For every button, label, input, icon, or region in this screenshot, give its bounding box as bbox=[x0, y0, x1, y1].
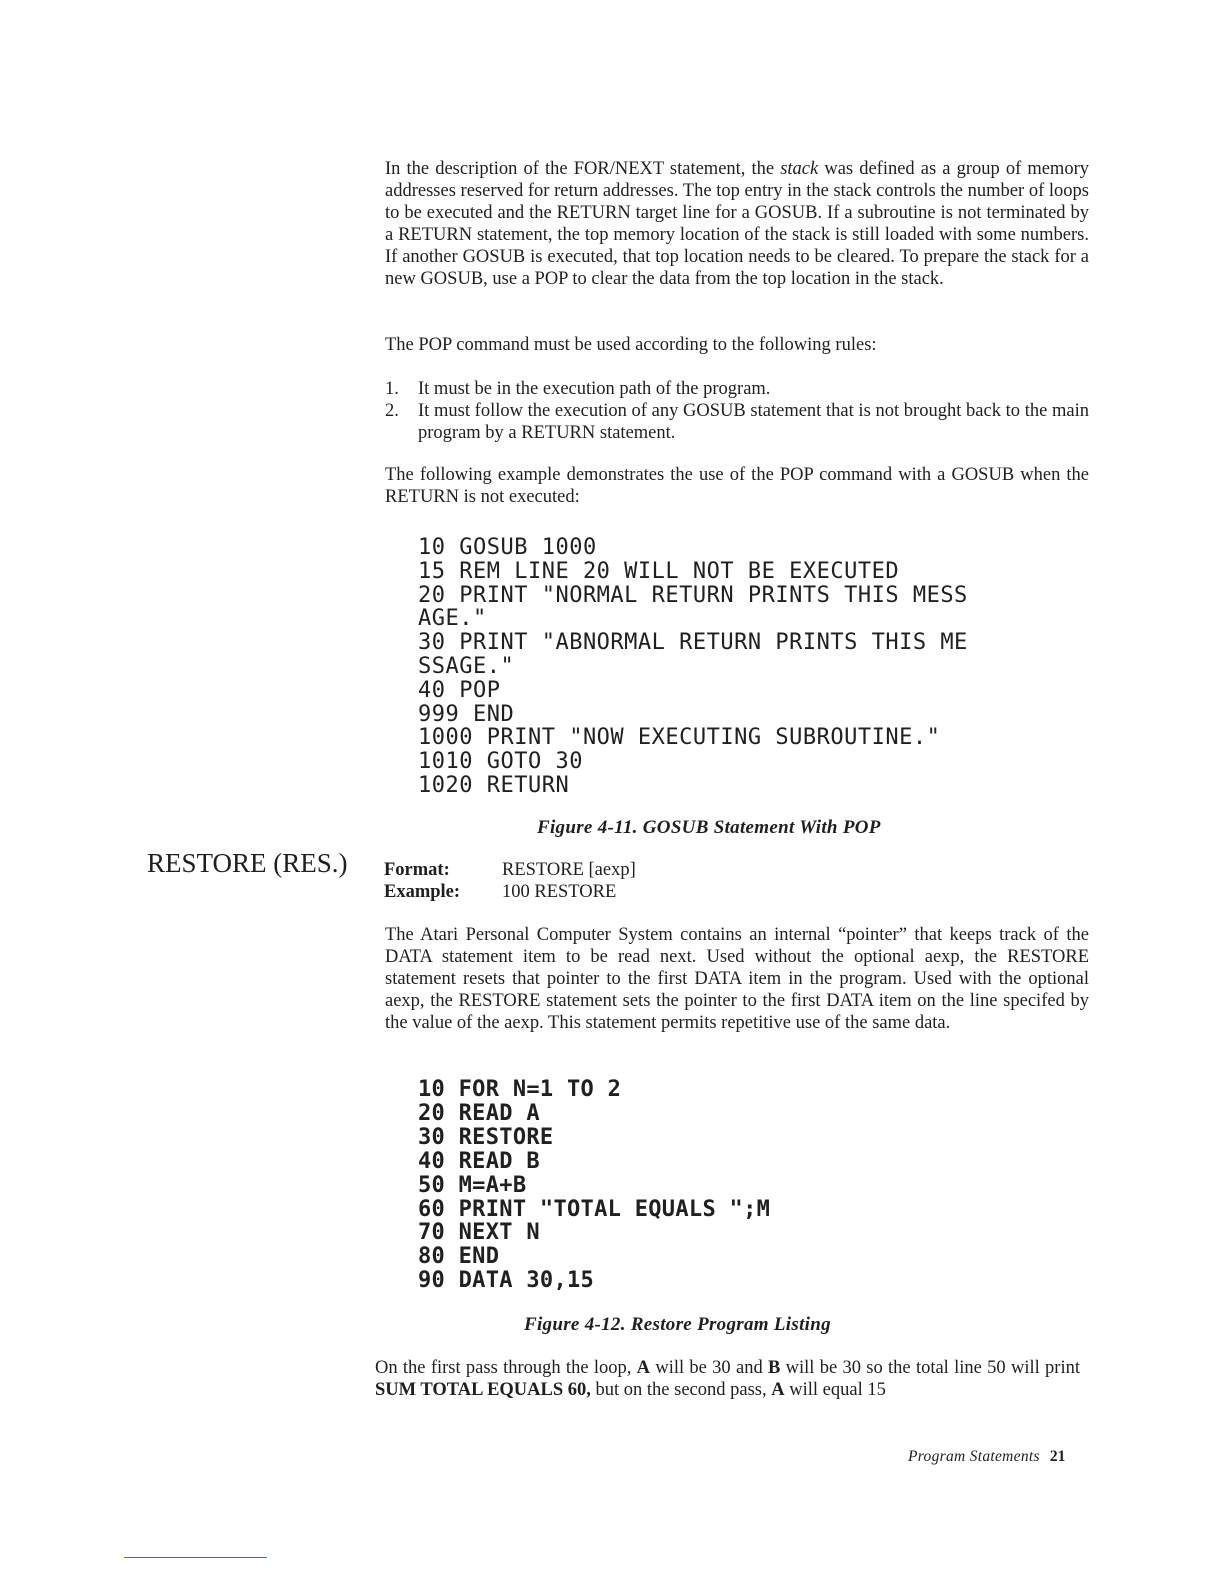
page-footer bbox=[908, 1447, 1065, 1467]
figure-caption-4-12: Figure 4-12. Restore Program Listing bbox=[524, 1314, 831, 1335]
footer-title: Program Statements bbox=[908, 1448, 1040, 1465]
bold-term: SUM TOTAL EQUALS 60, bbox=[375, 1380, 591, 1400]
list-item bbox=[385, 378, 1089, 400]
format-value: RESTORE [aexp] bbox=[502, 860, 636, 880]
bold-term: B bbox=[768, 1358, 781, 1378]
restore-explanation bbox=[375, 1357, 1080, 1401]
pop-paragraph-stack bbox=[385, 158, 1089, 290]
list-text: It must follow the execution of any GOSUB statement that is not brought back to the main program by a RETURN statement. bbox=[418, 401, 1089, 443]
list-number: 2. bbox=[385, 401, 399, 421]
restore-description: The Atari Personal Computer System contains an internal “pointer” that keeps track of the DATA statement item to be read next. Used without the optional aexp, the RESTORE statement resets that pointer to the first DATA item in the program. Used with the optional aexp, the RESTORE statement sets the pointer to the first DATA item on the line specifed by the value of the aexp. This statement permits repetitive use of the same data. bbox=[385, 925, 1089, 1033]
restore-code-listing: 10 FOR N=1 TO 2 20 READ A 30 RESTORE 40 READ B 50 M=A+B 60 PRINT "TOTAL EQUALS ";M 70 NEXT N 80 END 90 DATA 30,15 bbox=[418, 1077, 771, 1294]
gosub-pop-code-listing: 10 GOSUB 1000 15 REM LINE 20 WILL NOT BE EXECUTED 20 PRINT "NORMAL RETURN PRINTS THIS MESS AGE." 30 PRINT "ABNORMAL RETURN PRINTS THIS ME SSAGE." 40 POP 999 END 1000 PRINT "NOW EXECUTING SUBROUTINE." 1010 GOTO 30 1020 RETURN bbox=[418, 535, 968, 798]
page-number: 21 bbox=[1049, 1448, 1066, 1465]
list-item bbox=[385, 400, 1089, 444]
example-label: Example: bbox=[384, 882, 461, 902]
pop-rules-list bbox=[385, 378, 1089, 444]
pop-rules-intro: The POP command must be used according to the following rules: bbox=[385, 335, 877, 355]
format-label: Format: bbox=[384, 860, 450, 880]
para-text: will equal 15 bbox=[784, 1380, 886, 1400]
para-text: was defined as a group of memory addresses reserved for return addresses. The top entry in the stack controls the number of loops to be executed and the RETURN target line for a GOSUB. If a subroutine is not terminated by a RETURN statement, the top memory location of the stack is still loaded with some numbers. If another GOSUB is executed, that top location needs to be cleared. To prepare the stack for a new GOSUB, use a POP to clear the data from the top location in the stack. bbox=[385, 159, 1089, 289]
list-text: It must be in the execution path of the program. bbox=[418, 379, 771, 399]
emphasis-stack: stack bbox=[780, 159, 819, 179]
list-number: 1. bbox=[385, 379, 399, 399]
bold-term: A bbox=[636, 1358, 651, 1378]
para-text: will be 30 and bbox=[650, 1358, 768, 1378]
restore-section-heading: RESTORE (RES.) bbox=[147, 848, 348, 878]
para-text: but on the second pass, bbox=[590, 1380, 772, 1400]
footnote-rule bbox=[124, 1557, 267, 1558]
pop-example-intro: The following example demonstrates the use of the POP command with a GOSUB when the RETURN is not executed: bbox=[385, 465, 1089, 507]
example-value: 100 RESTORE bbox=[502, 882, 617, 902]
para-text: In the description of the FOR/NEXT statement, the bbox=[385, 159, 781, 179]
figure-caption-4-11: Figure 4-11. GOSUB Statement With POP bbox=[537, 817, 881, 838]
para-text: will be 30 so the total line 50 will print bbox=[780, 1358, 1080, 1378]
para-text: On the first pass through the loop, bbox=[375, 1358, 637, 1378]
bold-term: A bbox=[771, 1380, 785, 1400]
